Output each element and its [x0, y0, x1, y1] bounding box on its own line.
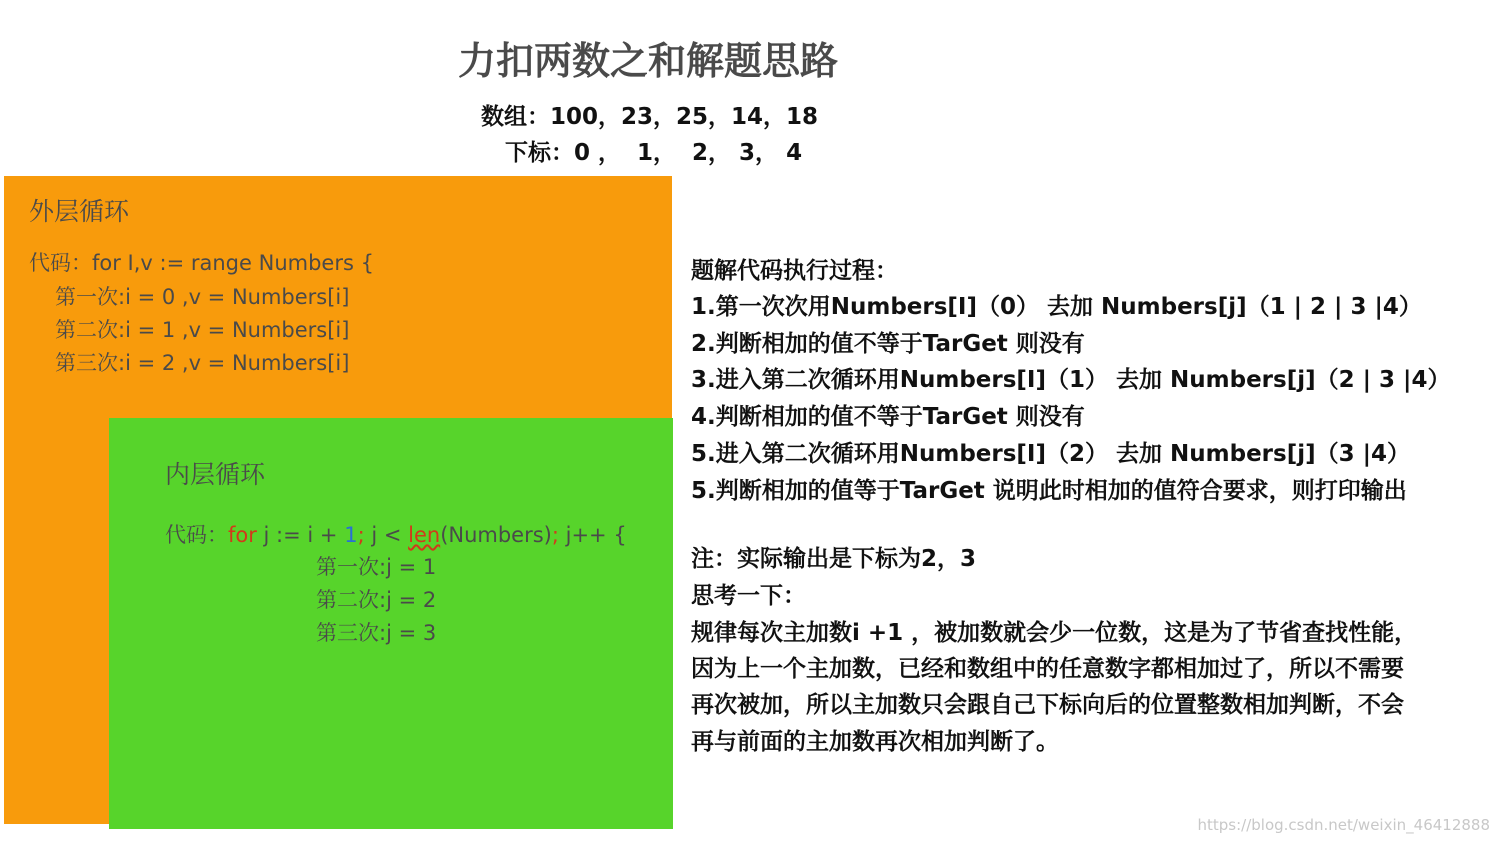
inner-loop-code: [165, 519, 627, 549]
outer-loop-title: 外层循环: [29, 197, 130, 226]
think-heading: 思考一下：: [691, 583, 806, 609]
outer-iteration-3: 第三次:i = 2 ,v = Numbers[i]: [55, 351, 350, 375]
code-semicolon: ;: [357, 523, 365, 547]
explanation-step-2: 2.判断相加的值不等于TarGet 则没有: [691, 331, 1085, 357]
watermark: https://blog.csdn.net/weixin_46412888: [1197, 816, 1490, 834]
think-line-1: 规律每次主加数i +1 ，被加数就会少一位数，这是为了节省查找性能，: [691, 620, 1418, 646]
code-semicolon-2: ;: [551, 523, 559, 547]
think-line-4: 再与前面的主加数再次相加判断了。: [691, 729, 1059, 755]
page-title: 力扣两数之和解题思路: [457, 39, 838, 83]
inner-iteration-2: 第二次:j = 2: [316, 588, 437, 612]
explanation-heading: 题解代码执行过程：: [691, 258, 898, 284]
inner-loop-title: 内层循环: [165, 460, 266, 489]
index-label: 下标：0 ， 1， 2， 3， 4: [505, 140, 803, 166]
code-keyword-for: for: [228, 523, 257, 547]
think-line-3: 再次被加，所以主加数只会跟自己下标向后的位置整数相加判断，不会: [691, 692, 1404, 718]
code-args: (Numbers): [440, 523, 552, 547]
code-len-function: len: [408, 523, 441, 547]
explanation-step-4: 4.判断相加的值不等于TarGet 则没有: [691, 404, 1085, 430]
code-prefix: 代码：: [165, 523, 228, 547]
code-segment: j := i +: [256, 523, 345, 547]
think-line-2: 因为上一个主加数，已经和数组中的任意数字都相加过了，所以不需要: [691, 656, 1404, 682]
code-segment-2: j <: [364, 523, 409, 547]
code-number-one: 1: [344, 523, 358, 547]
explanation-step-6: 5.判断相加的值等于TarGet 说明此时相加的值符合要求，则打印输出: [691, 478, 1407, 504]
code-end: j++ {: [558, 523, 627, 547]
outer-iteration-2: 第二次:i = 1 ,v = Numbers[i]: [55, 318, 350, 342]
note-text: 注：实际输出是下标为2，3: [691, 546, 977, 572]
outer-iteration-1: 第一次:i = 0 ,v = Numbers[i]: [55, 285, 350, 309]
array-label: 数组：100，23，25，14，18: [481, 104, 819, 130]
outer-loop-code: 代码：for I,v := range Numbers {: [29, 251, 374, 275]
explanation-step-1: 1.第一次次用Numbers[I]（0） 去加 Numbers[j]（1 | 2 | 3 |4）: [691, 294, 1422, 320]
explanation-step-3: 3.进入第二次循环用Numbers[I]（1） 去加 Numbers[j]（2 | 3 |4）: [691, 367, 1451, 393]
inner-iteration-3: 第三次:j = 3: [316, 621, 437, 645]
inner-iteration-1: 第一次:j = 1: [316, 555, 437, 579]
explanation-step-5: 5.进入第二次循环用Numbers[I]（2） 去加 Numbers[j]（3 |4）: [691, 441, 1411, 467]
